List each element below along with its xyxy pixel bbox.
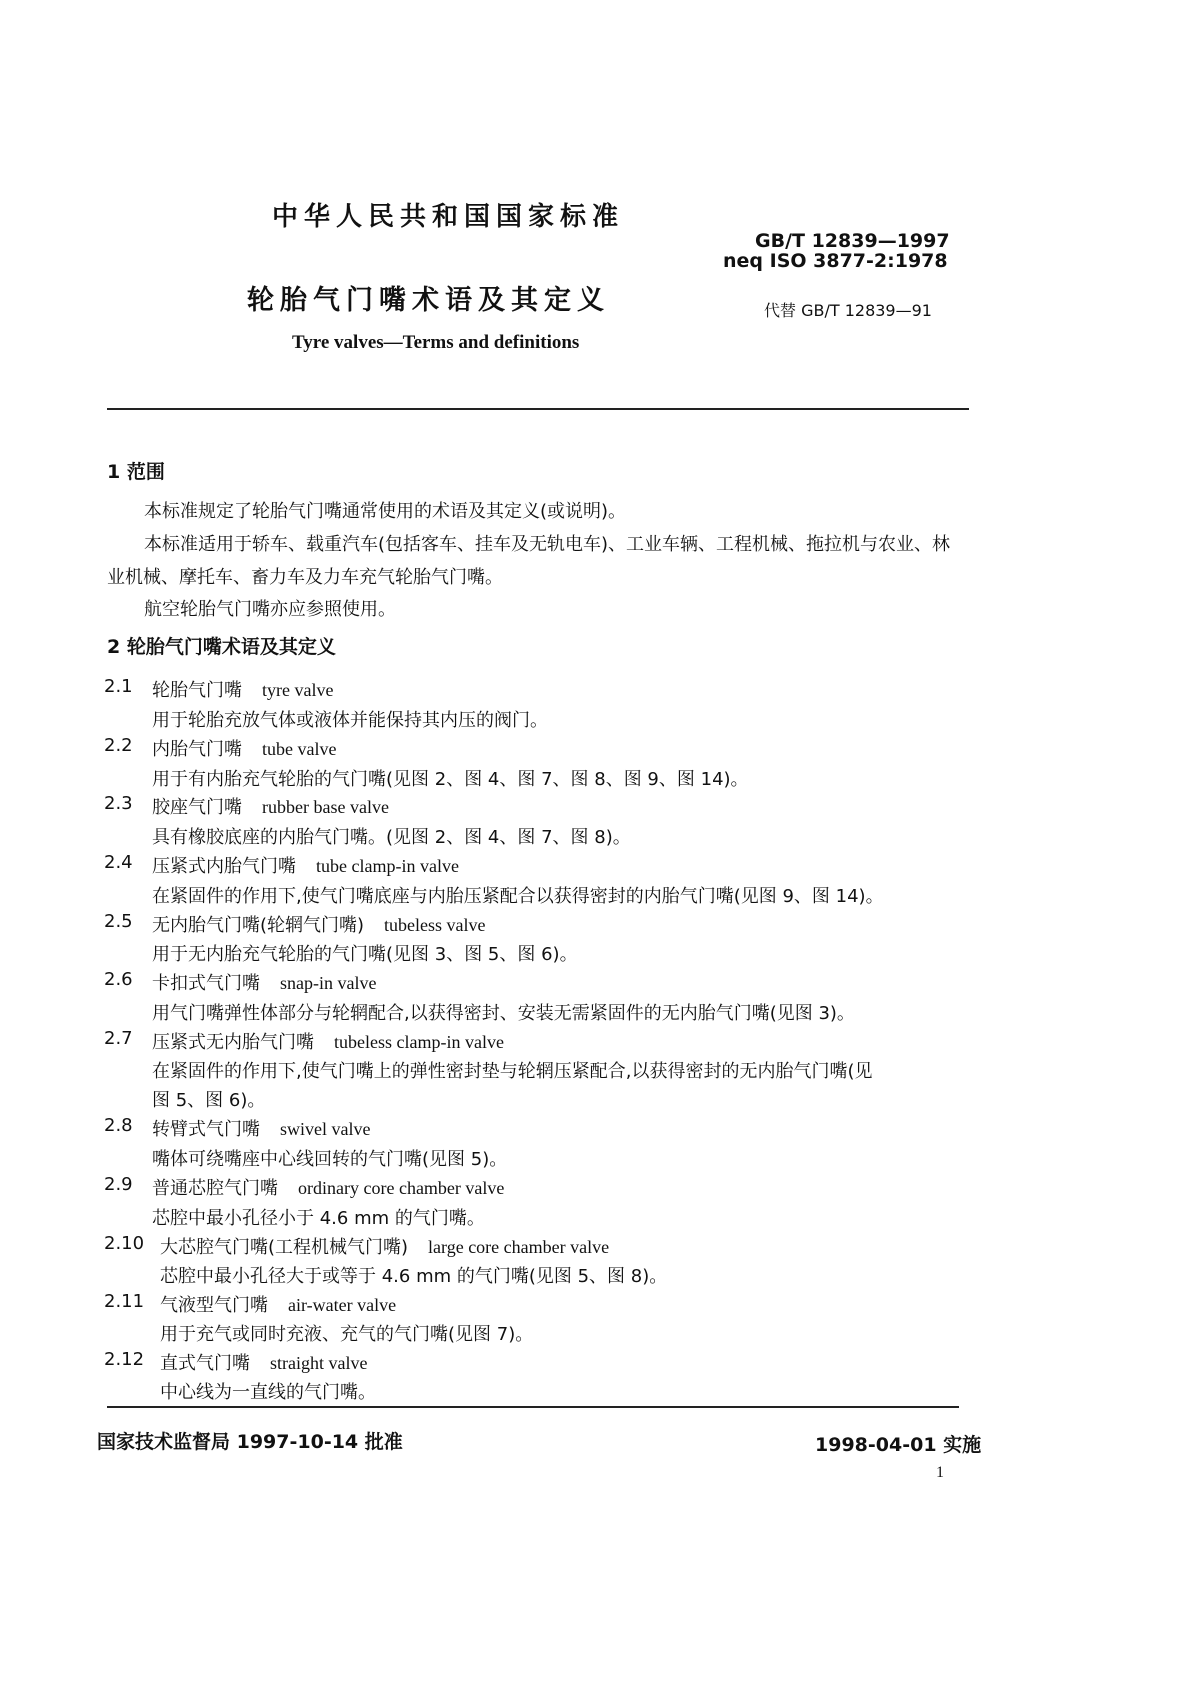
- term-cn: 气液型气门嘴: [160, 1295, 268, 1316]
- term-number: 2.5: [104, 911, 133, 932]
- term-cn: 压紧式内胎气门嘴: [152, 856, 296, 877]
- term-number: 2.7: [104, 1028, 133, 1049]
- term-definition: 嘴体可绕嘴座中心线回转的气门嘴(见图 5)。: [152, 1149, 508, 1170]
- term-number: 2.2: [104, 735, 133, 756]
- term-number: 2.12: [104, 1349, 145, 1370]
- term-definition: 具有橡胶底座的内胎气门嘴。(见图 2、图 4、图 7、图 8)。: [152, 827, 631, 848]
- term-number: 2.8: [104, 1115, 133, 1136]
- term-cn: 卡扣式气门嘴: [152, 973, 260, 994]
- term-cn: 直式气门嘴: [160, 1353, 250, 1374]
- term-heading: [152, 1028, 504, 1054]
- term-en: straight valve: [270, 1353, 368, 1373]
- term-cn: 大芯腔气门嘴(工程机械气门嘴): [160, 1237, 409, 1258]
- term-number: 2.10: [104, 1233, 145, 1254]
- iso-equivalent-code: neq ISO 3877-2:1978: [723, 250, 948, 272]
- term-heading: [152, 969, 376, 995]
- term-en: tube clamp-in valve: [316, 856, 459, 876]
- term-definition: 在紧固件的作用下,使气门嘴底座与内胎压紧配合以获得密封的内胎气门嘴(见图 9、图 14)。: [152, 886, 884, 907]
- term-heading: [152, 735, 336, 761]
- term-definition: 芯腔中最小孔径大于或等于 4.6 mm 的气门嘴(见图 5、图 8)。: [160, 1266, 668, 1287]
- term-number: 2.1: [104, 676, 133, 697]
- term-cn: 无内胎气门嘴(轮辋气门嘴): [152, 915, 365, 936]
- term-en: swivel valve: [280, 1119, 371, 1139]
- term-number: 2.11: [104, 1291, 145, 1312]
- term-number: 2.6: [104, 969, 133, 990]
- term-definition: 用于无内胎充气轮胎的气门嘴(见图 3、图 5、图 6)。: [152, 944, 578, 965]
- term-en: tubeless valve: [384, 915, 486, 935]
- term-heading: [152, 676, 333, 702]
- term-definition: 用于充气或同时充液、充气的气门嘴(见图 7)。: [160, 1324, 534, 1345]
- term-definition: 用于轮胎充放气体或液体并能保持其内压的阀门。: [152, 710, 548, 731]
- term-heading: [160, 1291, 396, 1317]
- page-number: 1: [936, 1464, 944, 1481]
- footer-divider: [107, 1406, 959, 1408]
- term-cn: 普通芯腔气门嘴: [152, 1178, 278, 1199]
- standard-code: GB/T 12839—1997: [755, 230, 950, 252]
- term-en: tyre valve: [262, 680, 334, 700]
- term-heading: [152, 911, 486, 937]
- term-cn: 转臂式气门嘴: [152, 1119, 260, 1140]
- term-number: 2.4: [104, 852, 133, 873]
- term-heading: [152, 793, 389, 819]
- scope-paragraph-2-cont: 业机械、摩托车、畜力车及力车充气轮胎气门嘴。: [107, 567, 503, 588]
- header-divider: [107, 408, 969, 410]
- term-heading: [152, 1115, 370, 1141]
- term-en: rubber base valve: [262, 797, 389, 817]
- term-definition: 芯腔中最小孔径小于 4.6 mm 的气门嘴。: [152, 1208, 485, 1229]
- term-cn: 内胎气门嘴: [152, 739, 242, 760]
- term-en: large core chamber valve: [428, 1237, 610, 1257]
- replaces-note: 代替 GB/T 12839—91: [764, 301, 932, 320]
- approval-note: 国家技术监督局 1997-10-14 批准: [97, 1431, 403, 1453]
- term-en: tube valve: [262, 739, 337, 759]
- effective-date: 1998-04-01 实施: [815, 1434, 982, 1456]
- term-en: tubeless clamp-in valve: [334, 1032, 504, 1052]
- term-heading: [152, 1174, 504, 1200]
- section-1-heading: 1 范围: [107, 461, 165, 483]
- section-2-heading: 2 轮胎气门嘴术语及其定义: [107, 636, 336, 658]
- term-definition: 中心线为一直线的气门嘴。: [160, 1382, 376, 1403]
- term-en: ordinary core chamber valve: [298, 1178, 505, 1198]
- scope-paragraph-3: 航空轮胎气门嘴亦应参照使用。: [144, 599, 396, 620]
- term-en: snap-in valve: [280, 973, 377, 993]
- term-heading: [160, 1233, 609, 1259]
- term-definition-cont: 图 5、图 6)。: [152, 1090, 266, 1111]
- term-number: 2.3: [104, 793, 133, 814]
- document-title-cn: 轮胎气门嘴术语及其定义: [247, 285, 610, 316]
- term-heading: [160, 1349, 367, 1375]
- document-title-en: Tyre valves—Terms and definitions: [292, 332, 580, 353]
- term-cn: 轮胎气门嘴: [152, 680, 242, 701]
- term-definition: 用于有内胎充气轮胎的气门嘴(见图 2、图 4、图 7、图 8、图 9、图 14)。: [152, 769, 749, 790]
- scope-paragraph-2: 本标准适用于轿车、载重汽车(包括客车、挂车及无轨电车)、工业车辆、工程机械、拖拉机与农业、林: [144, 534, 951, 555]
- term-number: 2.9: [104, 1174, 133, 1195]
- term-definition: 用气门嘴弹性体部分与轮辋配合,以获得密封、安装无需紧固件的无内胎气门嘴(见图 3)。: [152, 1003, 855, 1024]
- term-en: air-water valve: [288, 1295, 397, 1315]
- scope-paragraph-1: 本标准规定了轮胎气门嘴通常使用的术语及其定义(或说明)。: [144, 501, 627, 522]
- term-heading: [152, 852, 459, 878]
- national-standard-title: 中华人民共和国国家标准: [272, 202, 625, 232]
- term-cn: 胶座气门嘴: [152, 797, 242, 818]
- term-cn: 压紧式无内胎气门嘴: [152, 1032, 314, 1053]
- term-definition: 在紧固件的作用下,使气门嘴上的弹性密封垫与轮辋压紧配合,以获得密封的无内胎气门嘴(见: [152, 1061, 873, 1082]
